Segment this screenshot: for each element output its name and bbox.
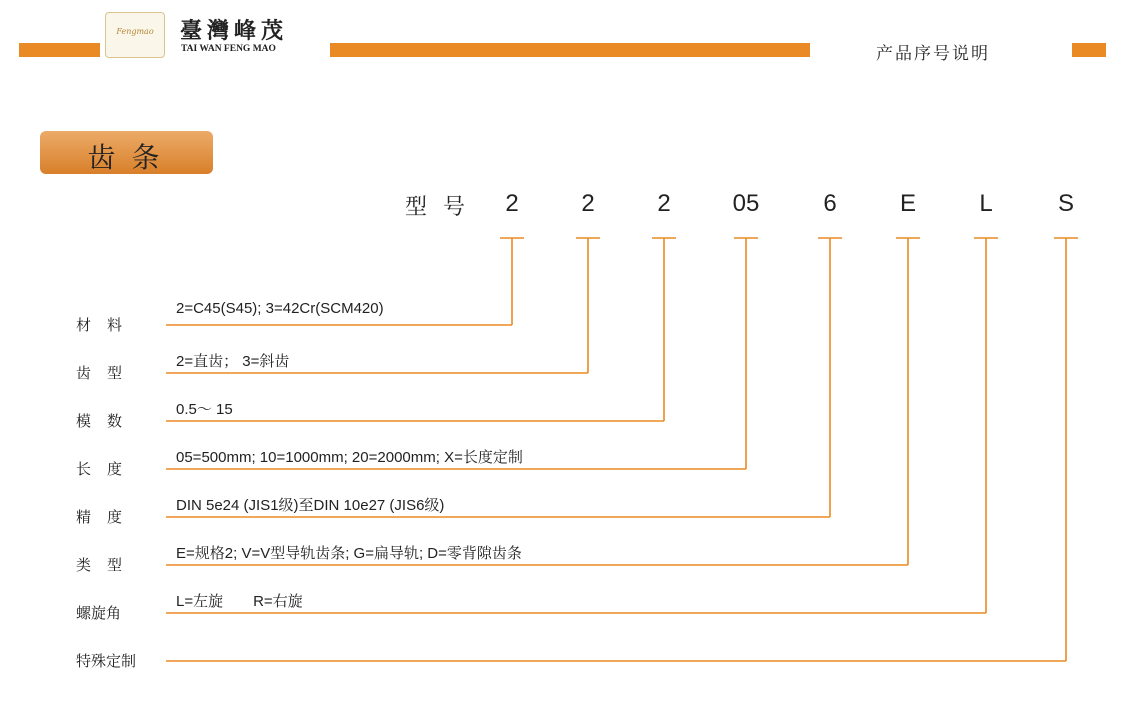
section-title: 齿条 — [87, 141, 176, 174]
company-name-english: TAI WAN FENG MAO — [181, 44, 276, 54]
row-description-2: 2=直齿； 3=斜齿 — [176, 353, 290, 370]
row-label-1: 材料 — [76, 316, 139, 334]
row-label-2: 齿型 — [76, 364, 139, 382]
model-code-2: 2 — [581, 190, 595, 217]
model-code-5: 6 — [823, 190, 837, 217]
model-code-8: S — [1057, 190, 1075, 217]
model-code-1: 2 — [505, 190, 519, 217]
row-description-5: DIN 5e24 (JIS1级)至DIN 10e27 (JIS6级) — [176, 497, 445, 514]
row-description-4: 05=500mm; 10=1000mm; 20=2000mm; X=长度定制 — [176, 449, 523, 466]
row-description-1: 2=C45(S45); 3=42Cr(SCM420) — [176, 300, 384, 317]
row-label-6: 类型 — [76, 556, 139, 574]
row-label-7: 螺旋角 — [76, 604, 122, 622]
logo-emblem-text: Fengmao — [116, 27, 154, 36]
model-number-label: 型号 — [405, 195, 482, 220]
page-title: 产品序号说明 — [876, 44, 990, 64]
company-name-chinese: 臺灣峰茂 — [180, 18, 289, 44]
row-description-7: L=左旋 R=右旋 — [176, 593, 303, 610]
model-code-6: E — [899, 190, 917, 217]
row-label-3: 模数 — [76, 412, 139, 430]
row-description-3: 0.5～ 15 — [176, 401, 233, 418]
model-code-7: L — [979, 190, 993, 217]
model-code-3: 2 — [657, 190, 671, 217]
row-label-4: 长度 — [76, 460, 139, 478]
row-label-8: 特殊定制 — [76, 652, 137, 670]
row-description-6: E=规格2; V=V型导轨齿条; G=扁导轨; D=零背隙齿条 — [176, 545, 522, 562]
row-label-5: 精度 — [76, 508, 139, 526]
model-code-4: 05 — [732, 190, 760, 217]
